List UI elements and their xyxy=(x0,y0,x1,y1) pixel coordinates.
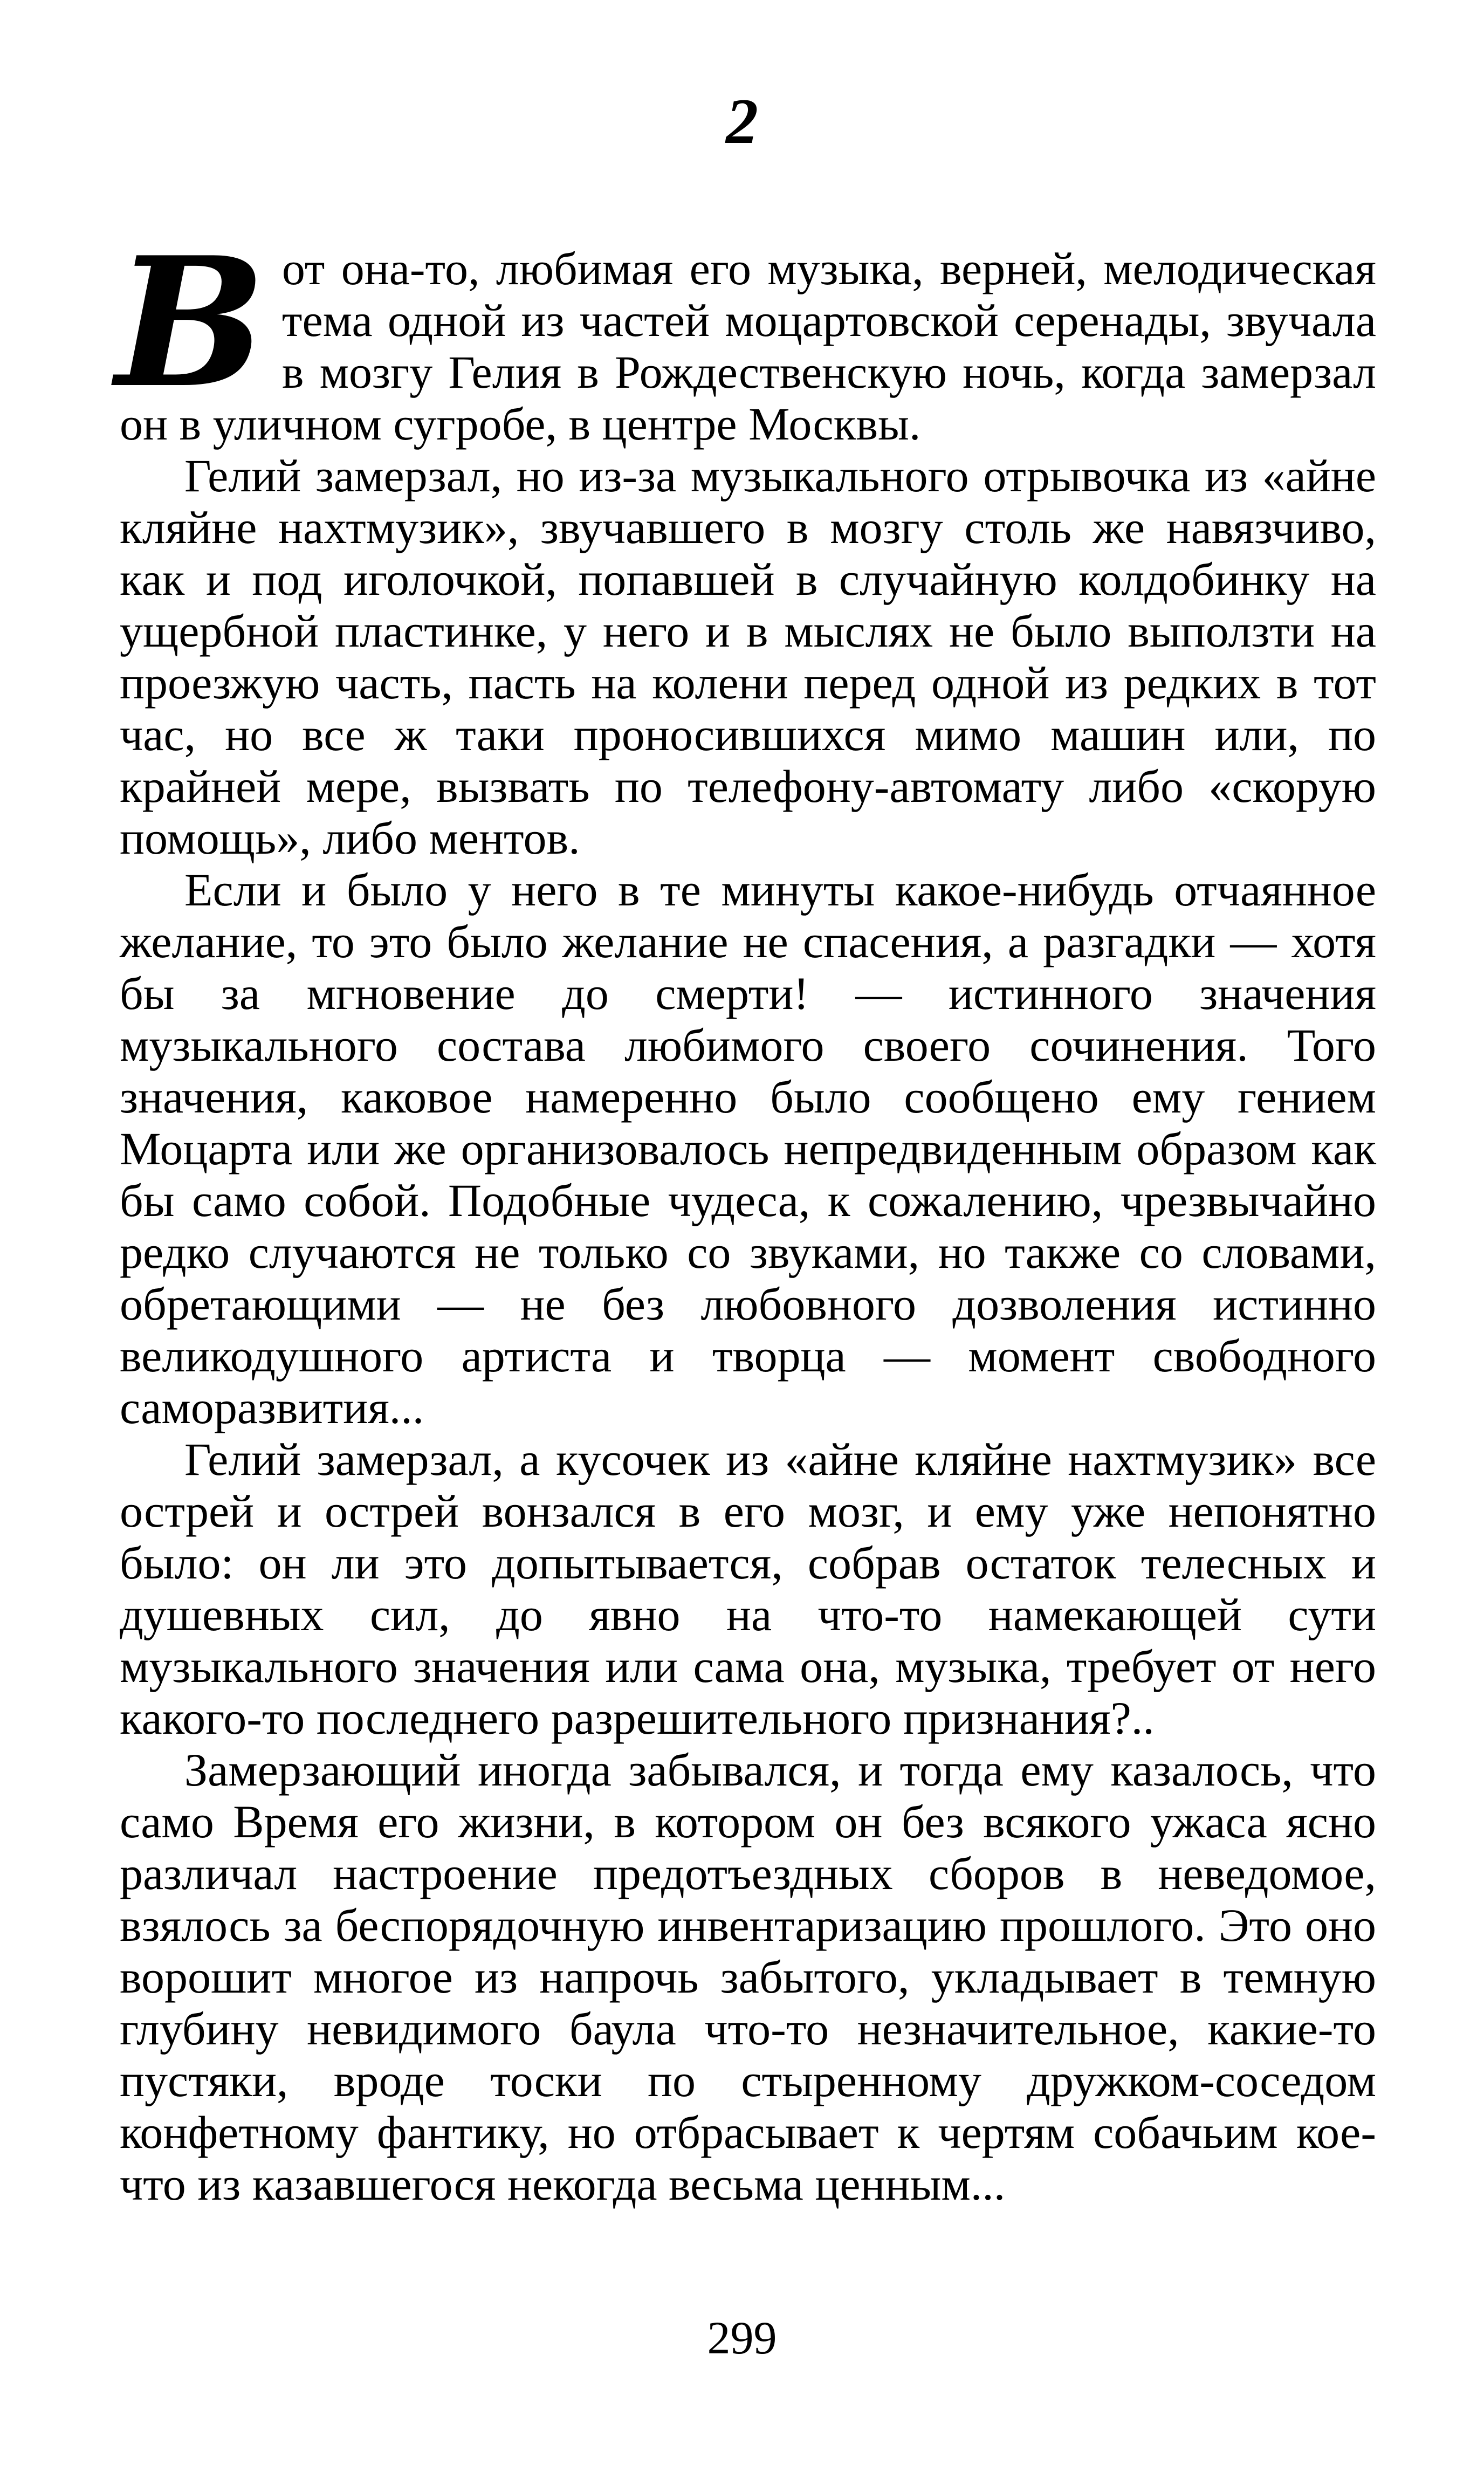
body-text xyxy=(115,218,1376,2210)
paragraph-2: Гелий замерзал, но из-за музыкального отрывочка из «айне кляйне нахтмузик», звучавшего в мозгу столь же навязчиво, как и под иголочкой, попавшей в случайную колдобинку на ущербной пластинке, у него и в мыслях не было выползти на проезжую часть, пасть на колени перед одной из редких в тот час, но все ж таки проносившихся мимо машин или, по крайней мере, вызвать по телефону-автомату либо «скорую помощь», либо ментов. xyxy=(120,450,1376,864)
paragraph-4: Гелий замерзал, а кусочек из «айне кляйне нахтмузик» все острей и острей вонзался в его мозг, и ему уже непонятно было: он ли это допытывается, собрав остаток телесных и душевных сил, до явно на что-то намекающей сути музыкального значения или сама она, музыка, требует от него какого-то последнего разрешительного признания?.. xyxy=(120,1433,1376,1744)
paragraph-1-text: от она-то, любимая его музыка, верней, мелодическая тема одной из частей моцартовской серенады, звучала в мозгу Гелия в Рождественскую ночь, когда замерзал он в уличном сугробе, в центре Москвы. xyxy=(120,243,1376,450)
paragraph-5: Замерзающий иногда забывался, и тогда ему казалось, что само Время его жизни, в котором он без всякого ужаса ясно различал настроение предотъездных сборов в неведомое, взялось за беспорядочную инвентаризацию прошлого. Это оно ворошит многое из напрочь забытого, укладывает в темную глубину невидимого баула что-то незначительное, какие-то пустяки, вроде тоски по стыренному дружком-соседом конфетному фантику, но отбрасывает к чертям собачьим кое-что из казавшегося некогда весьма ценным... xyxy=(120,1744,1376,2210)
paragraph-3: Если и было у него в те минуты какое-нибудь отчаянное желание, то это было желание не спасения, а разгадки — хотя бы за мгновение до смерти! — истинного значения музыкального состава любимого своего сочинения. Того значения, каковое намеренно было сообщено ему гением Моцарта или же организовалось непредвиденным образом как бы само собой. Подобные чудеса, к сожалению, чрезвычайно редко случаются не только со звуками, но также со словами, обретающими — не без любовного дозволения истинно великодушного артиста и творца — момент свободного саморазвития... xyxy=(120,864,1376,1433)
drop-cap-letter: В xyxy=(115,218,266,427)
chapter-number: 2 xyxy=(726,85,758,157)
paragraph-1 xyxy=(115,218,1376,450)
page-number: 299 xyxy=(707,2312,777,2364)
